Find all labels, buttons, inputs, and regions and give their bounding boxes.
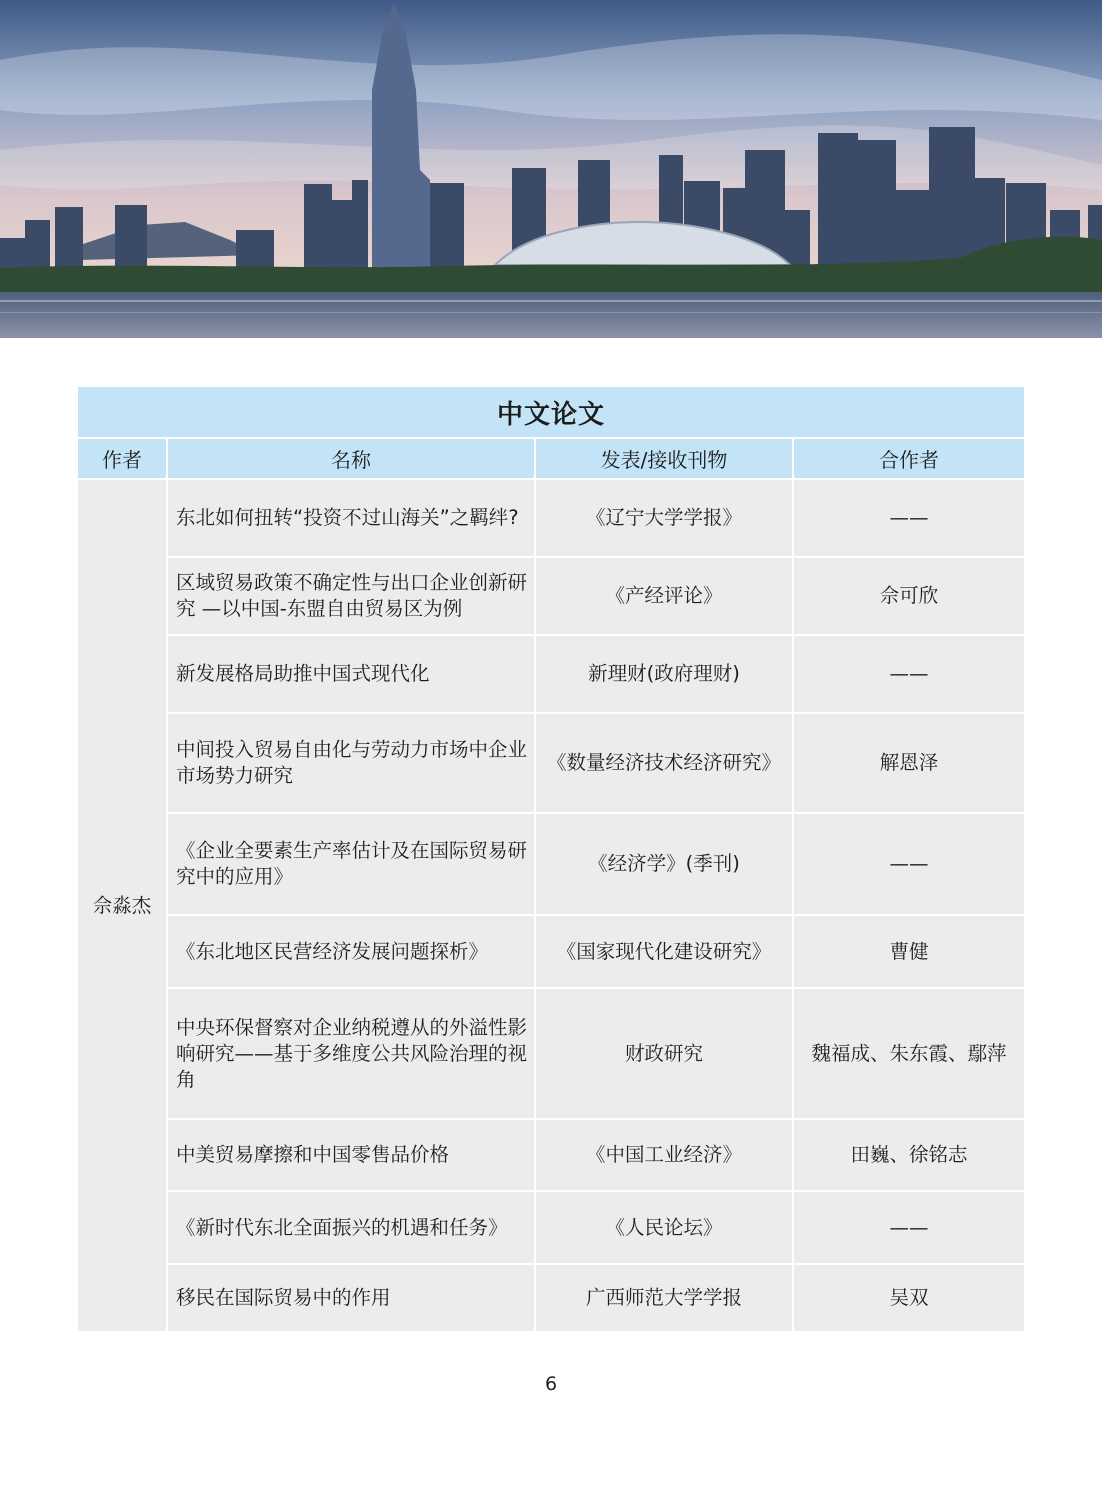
paper-name: 《东北地区民营经济发展问题探析》 [168,916,534,987]
paper-coauthor: —— [794,480,1024,556]
header-journal: 发表/接收刊物 [536,439,792,478]
paper-coauthor: —— [794,636,1024,712]
paper-name: 移民在国际贸易中的作用 [168,1265,534,1331]
paper-journal: 《国家现代化建设研究》 [536,916,792,987]
paper-coauthor: 田巍、徐铭志 [794,1120,1024,1190]
paper-journal: 《辽宁大学学报》 [536,480,792,556]
header-name: 名称 [168,439,534,478]
paper-name: 《企业全要素生产率估计及在国际贸易研究中的应用》 [168,814,534,914]
header-coauthor: 合作者 [794,439,1024,478]
author-cell: 佘淼杰 [78,480,166,1331]
paper-journal: 《产经评论》 [536,558,792,634]
paper-coauthor: 魏福成、朱东霞、鄢萍 [794,989,1024,1118]
paper-coauthor: 佘可欣 [794,558,1024,634]
paper-journal: 《经济学》(季刊) [536,814,792,914]
paper-coauthor: 吴双 [794,1265,1024,1331]
paper-name: 《新时代东北全面振兴的机遇和任务》 [168,1192,534,1263]
paper-coauthor: 解恩泽 [794,714,1024,812]
chinese-papers-table [78,387,1024,1331]
paper-name: 中美贸易摩擦和中国零售品价格 [168,1120,534,1190]
paper-journal: 《中国工业经济》 [536,1120,792,1190]
paper-name: 东北如何扭转“投资不过山海关”之羁绊? [168,480,534,556]
paper-coauthor: 曹健 [794,916,1024,987]
header-author: 作者 [78,439,166,478]
paper-journal: 新理财(政府理财) [536,636,792,712]
paper-coauthor: —— [794,1192,1024,1263]
paper-journal: 《数量经济技术经济研究》 [536,714,792,812]
paper-name: 中间投入贸易自由化与劳动力市场中企业市场势力研究 [168,714,534,812]
city-skyline-banner [0,0,1102,338]
paper-name: 区域贸易政策不确定性与出口企业创新研究 —以中国-东盟自由贸易区为例 [168,558,534,634]
paper-coauthor: —— [794,814,1024,914]
page-number: 6 [544,1373,558,1395]
table-grid [78,439,1024,1331]
paper-journal: 《人民论坛》 [536,1192,792,1263]
paper-journal: 财政研究 [536,989,792,1118]
paper-name: 中央环保督察对企业纳税遵从的外溢性影响研究——基于多维度公共风险治理的视角 [168,989,534,1118]
paper-name: 新发展格局助推中国式现代化 [168,636,534,712]
paper-journal: 广西师范大学学报 [536,1265,792,1331]
table-title: 中文论文 [78,387,1024,437]
